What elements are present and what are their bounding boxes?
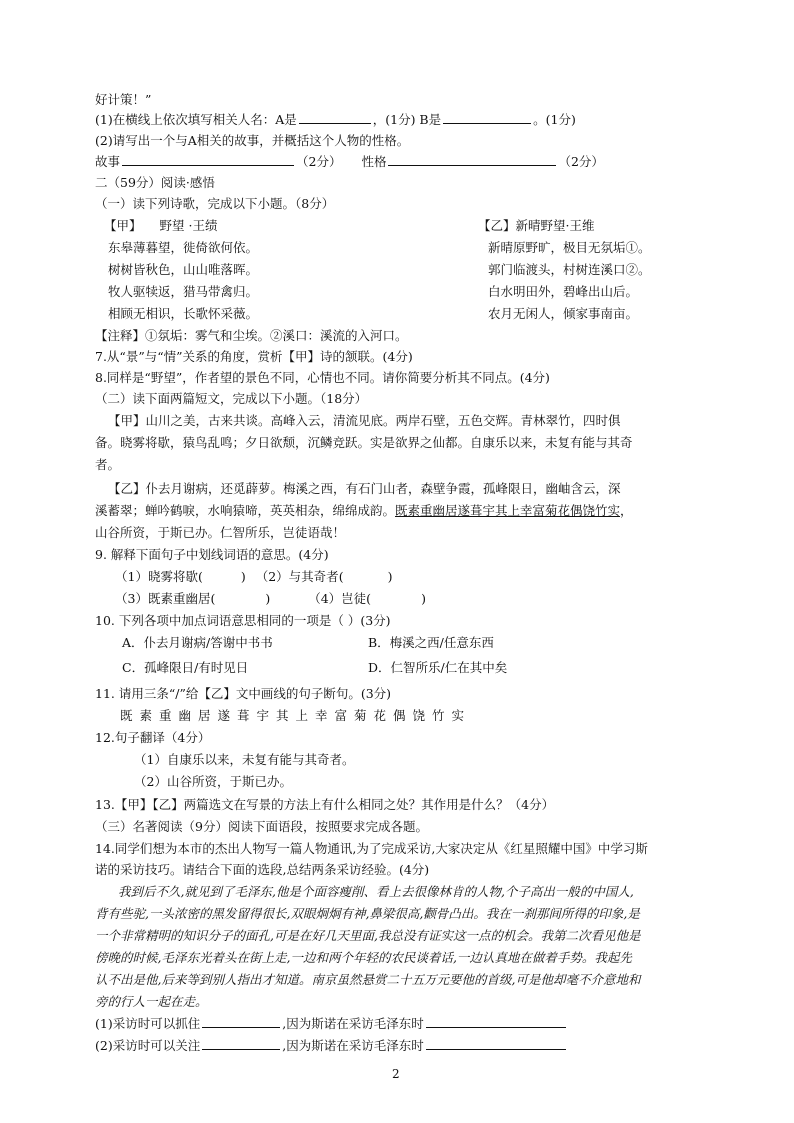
q14-a1-mid: ,因为斯诺在采访毛泽东时 — [282, 1016, 424, 1031]
q12-item1: （1）自康乐以来，未复有能与其奇者。 — [134, 752, 355, 767]
q14-a2-mid: ,因为斯诺在采访毛泽东时 — [282, 1038, 424, 1053]
question-7: 7.从“景”与“情”关系的角度，赏析【甲】诗的颔联。(4分) — [95, 349, 413, 364]
q9-item2: （2）与其奇者( — [255, 569, 344, 584]
text-a-line: 【甲】山川之美，古来共谈。高峰入云，清流见底。两岸石壁，五色交辉。青林翠竹，四时俱 — [108, 413, 621, 428]
poem-b-line: 郭门临渡头，村树连溪口②。 — [488, 262, 651, 277]
q14-a1-prefix: (1)采访时可以抓住 — [95, 1016, 201, 1031]
poem-b-title: 新晴野望·王维 — [515, 218, 595, 233]
q9-row1 — [115, 567, 392, 587]
question-12: 12.句子翻译（4分） — [95, 730, 211, 745]
part2-heading: （二）读下面两篇短文，完成以下小题。（18分） — [95, 391, 368, 406]
text-b-plain: 溪蓄翠；蝉吟鹤唳，水响猿啼，英英相杂，绵绵成韵。 — [95, 503, 396, 518]
q10-option-a[interactable]: A．仆去月谢病/答谢中书书 — [122, 635, 273, 650]
question-8: 8.同样是“野望”，作者望的景色不同，心情也不同。请你简要分析其不同点。(4分) — [95, 370, 550, 385]
answer-blank-a[interactable] — [299, 110, 371, 124]
story-score: （2分） — [296, 154, 342, 169]
part3-heading: （三）名著阅读（9分）阅读下面语段，按照要求完成各题。 — [95, 819, 428, 834]
poem-a-line: 树树皆秋色，山山唯落晖。 — [108, 262, 259, 277]
q10-option-b[interactable]: B．梅溪之西/任意东西 — [368, 635, 494, 650]
passage-line: 认不出是他,后来等到别人指出才知道。南京虽然悬赏二十五万元要他的首级,可是他却毫不介意地和 — [95, 972, 641, 987]
trait-label: 性格 — [361, 154, 387, 169]
q6-part1-prefix: (1)在横线上依次填写相关人名：A是 — [95, 112, 297, 127]
story-answer-blank[interactable] — [122, 152, 294, 166]
page-number: 2 — [392, 1067, 400, 1081]
text-b-comma: ， — [620, 503, 633, 518]
question-11: 11. 请用三条“/”给【乙】文中画线的句子断句。(3分) — [95, 686, 392, 701]
passage-line: 我到后不久,就见到了毛泽东,他是个面容瘦削、看上去很像林肯的人物,个子高出一般的中国人, — [118, 884, 634, 899]
q9-item3: （3）既素重幽居( — [115, 591, 216, 606]
story-label: 故事 — [95, 154, 121, 169]
text-b-line — [95, 501, 633, 521]
poem-a-tag: 【甲】 — [104, 218, 142, 233]
q14-a2-blank-2[interactable] — [426, 1036, 566, 1050]
q12-item2: （2）山谷所资，于斯已办。 — [134, 774, 292, 789]
underlined-sentence: 既素重幽居遂葺宇其上幸富菊花偶饶竹实 — [395, 503, 621, 518]
poem-a-line: 牧人驱犊返，猎马带禽归。 — [108, 284, 259, 299]
q9-item2-close: ) — [387, 569, 393, 584]
question-10: 10. 下列各项中加点词语意思相同的一项是（ ）(3分) — [95, 613, 391, 628]
q9-item1-close: ) — [240, 569, 246, 584]
q14-answer-1 — [95, 1014, 568, 1034]
passage-line: 背有些驼,一头浓密的黑发留得很长,双眼炯炯有神,鼻梁很高,颧骨凸出。我在一刹那间所得的印象,是 — [95, 906, 640, 921]
q6-part2: (2)请写出一个与A相关的故事，并概括这个人物的性格。 — [95, 133, 410, 148]
trait-score: （2分） — [558, 154, 604, 169]
q9-item4-close: ) — [421, 591, 426, 606]
passage-line: 旁的行人一起在走。 — [95, 994, 208, 1009]
q6-part1 — [95, 110, 576, 130]
q14-a1-blank-2[interactable] — [426, 1014, 566, 1028]
poem-a-heading — [104, 216, 217, 236]
q9-item3-close: ) — [265, 591, 271, 606]
text-a-line: 备。晓雾将歇，猿鸟乱鸣；夕日欲颓，沉鳞竞跃。实是欲界之仙都。自康乐以来，未复有能与其奇 — [95, 435, 633, 450]
q10-option-d[interactable]: D．仁智所乐/仁在其中矣 — [368, 660, 508, 675]
trait-answer-blank[interactable] — [388, 152, 556, 166]
q9-item4: （4）岂徒( — [308, 591, 372, 606]
part1-heading: （一）读下列诗歌，完成以下小题。（8分） — [95, 196, 335, 211]
section-heading: 二（59分）阅读·感悟 — [95, 175, 215, 190]
poem-a-line: 东皋薄暮望，徙倚欲何依。 — [108, 240, 259, 255]
question-9: 9. 解释下面句子中划线词语的意思。(4分) — [95, 547, 329, 562]
question-13: 13.【甲】【乙】两篇选文在写景的方法上有什么相同之处？其作用是什么？（4分） — [95, 797, 555, 812]
q6-answer-line — [95, 152, 604, 172]
q14-a2-blank-1[interactable] — [202, 1036, 280, 1050]
text-b-line: 山谷所资，于斯已办。仁智所乐，岂徒语哉！ — [95, 525, 346, 540]
q10-option-c[interactable]: C．孤峰限日/有时见日 — [122, 660, 249, 675]
q14-a2-prefix: (2)采访时可以关注 — [95, 1038, 201, 1053]
poem-a-title: 野望 ·王绩 — [159, 218, 218, 233]
poem-b-line: 农月无闲人，倾家事南亩。 — [488, 306, 639, 321]
q14-answer-2 — [95, 1036, 568, 1056]
poem-b-line: 新晴原野旷，极目无氛垢①。 — [488, 240, 651, 255]
question-14-cont: 诺的采访技巧。请结合下面的选段,总结两条采访经验。(4分) — [95, 862, 430, 877]
text-a-line: 者。 — [95, 457, 121, 472]
answer-blank-b[interactable] — [443, 110, 531, 124]
poem-b-line: 白水明田外，碧峰出山后。 — [488, 284, 639, 299]
q6-part1-end: 。(1分) — [533, 112, 576, 127]
poem-notes: 【注释】①氛垢：雾气和尘埃。②溪口：溪流的入河口。 — [95, 328, 408, 343]
q9-row2 — [115, 589, 426, 609]
q6-part1-mid: ，(1分) B是 — [372, 112, 442, 127]
text-b-line: 【乙】仆去月谢病，还觅薜萝。梅溪之西，有石门山者，森壁争霞，孤峰限日，幽岫含云，深 — [108, 481, 621, 496]
question-14: 14.同学们想为本市的杰出人物写一篇人物通讯,为了完成采访,大家决定从《红星照耀中国》中学习斯 — [95, 841, 648, 856]
q11-sentence: 既素重幽居遂葺宇其上幸富菊花偶饶竹实 — [120, 708, 472, 723]
passage-line: 一个非常精明的知识分子的面孔,可是在好几天里面,我总没有证实这一点的机会。我第二次看见他是 — [95, 928, 641, 943]
q14-a1-blank-1[interactable] — [202, 1014, 280, 1028]
continued-text: 好计策！” — [95, 92, 152, 107]
poem-b-heading — [478, 216, 595, 236]
passage-line: 傍晚的时候,毛泽东光着头在街上走,一边和两个年轻的农民谈着话,一边认真地在做着手势。我起先 — [95, 950, 632, 965]
q9-item1: （1）晓雾将歇( — [115, 569, 203, 584]
poem-b-tag: 【乙】 — [478, 218, 516, 233]
poem-a-line: 相顾无相识，长歌怀采薇。 — [108, 306, 259, 321]
